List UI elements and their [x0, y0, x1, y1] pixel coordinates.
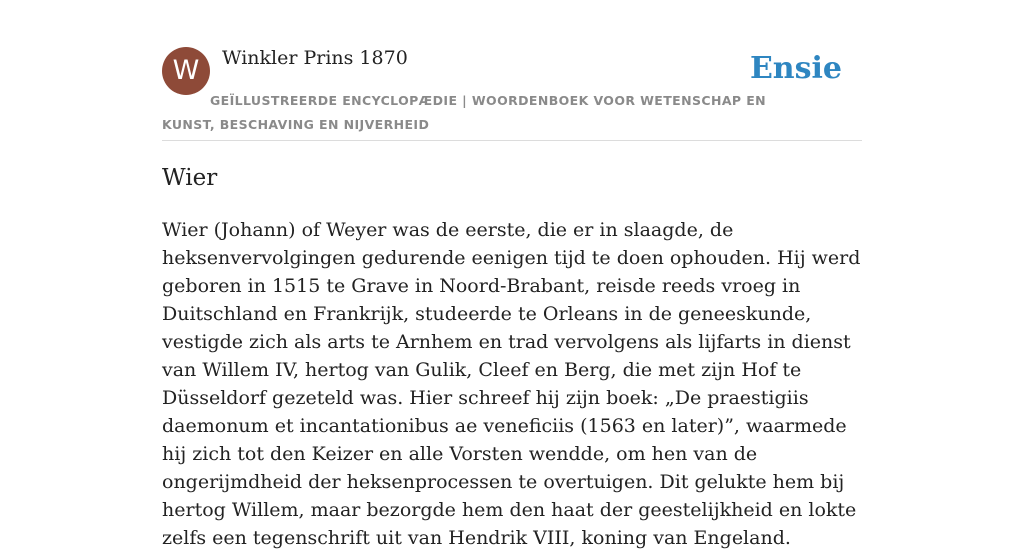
source-subtitle: GEÏLLUSTREERDE ENCYCLOPÆDIE | WOORDENBOEK VOOR WETENSCHAP EN KUNST, BESCHAVING EN NIJVERHEID: [162, 93, 767, 132]
entry-body: Wier (Johann) of Weyer was de eerste, die er in slaagde, de heksenvervolgingen gedurende eenigen tijd te doen ophouden. Hij werd geboren in 1515 te Grave in Noord-Brabant, reisde reeds vroeg in Duitschland en Frankrijk, studeerde te Orleans in de geneeskunde, vestigde zich als arts te Arnhem en trad vervolgens als lijfarts in dienst van Willem IV, hertog van Gulik, Cleef en Berg, die met zijn Hof te Düsseldorf gezeteld was. Hier schreef hij zijn boek: „De praestigiis daemonum et incantationibus ae veneficiis (1563 en later)”, waarmede hij zich tot den Keizer en alle Vorsten wendde, om hen van de ongerijmdheid der heksenprocessen te overtuigen. Dit gelukte hem bij hertog Willem, maar bezorgde hem den haat der geestelijkheid en lokte zelfs een tegenschrift uit van Hendrik VIII, koning van Engeland.: [162, 219, 861, 549]
source-title-link[interactable]: Winkler Prins 1870: [222, 47, 408, 69]
source-avatar[interactable]: W: [162, 47, 210, 95]
entry-title: Wier: [162, 165, 218, 191]
ensie-logo[interactable]: Ensie: [749, 51, 842, 86]
source-header: [162, 45, 862, 141]
